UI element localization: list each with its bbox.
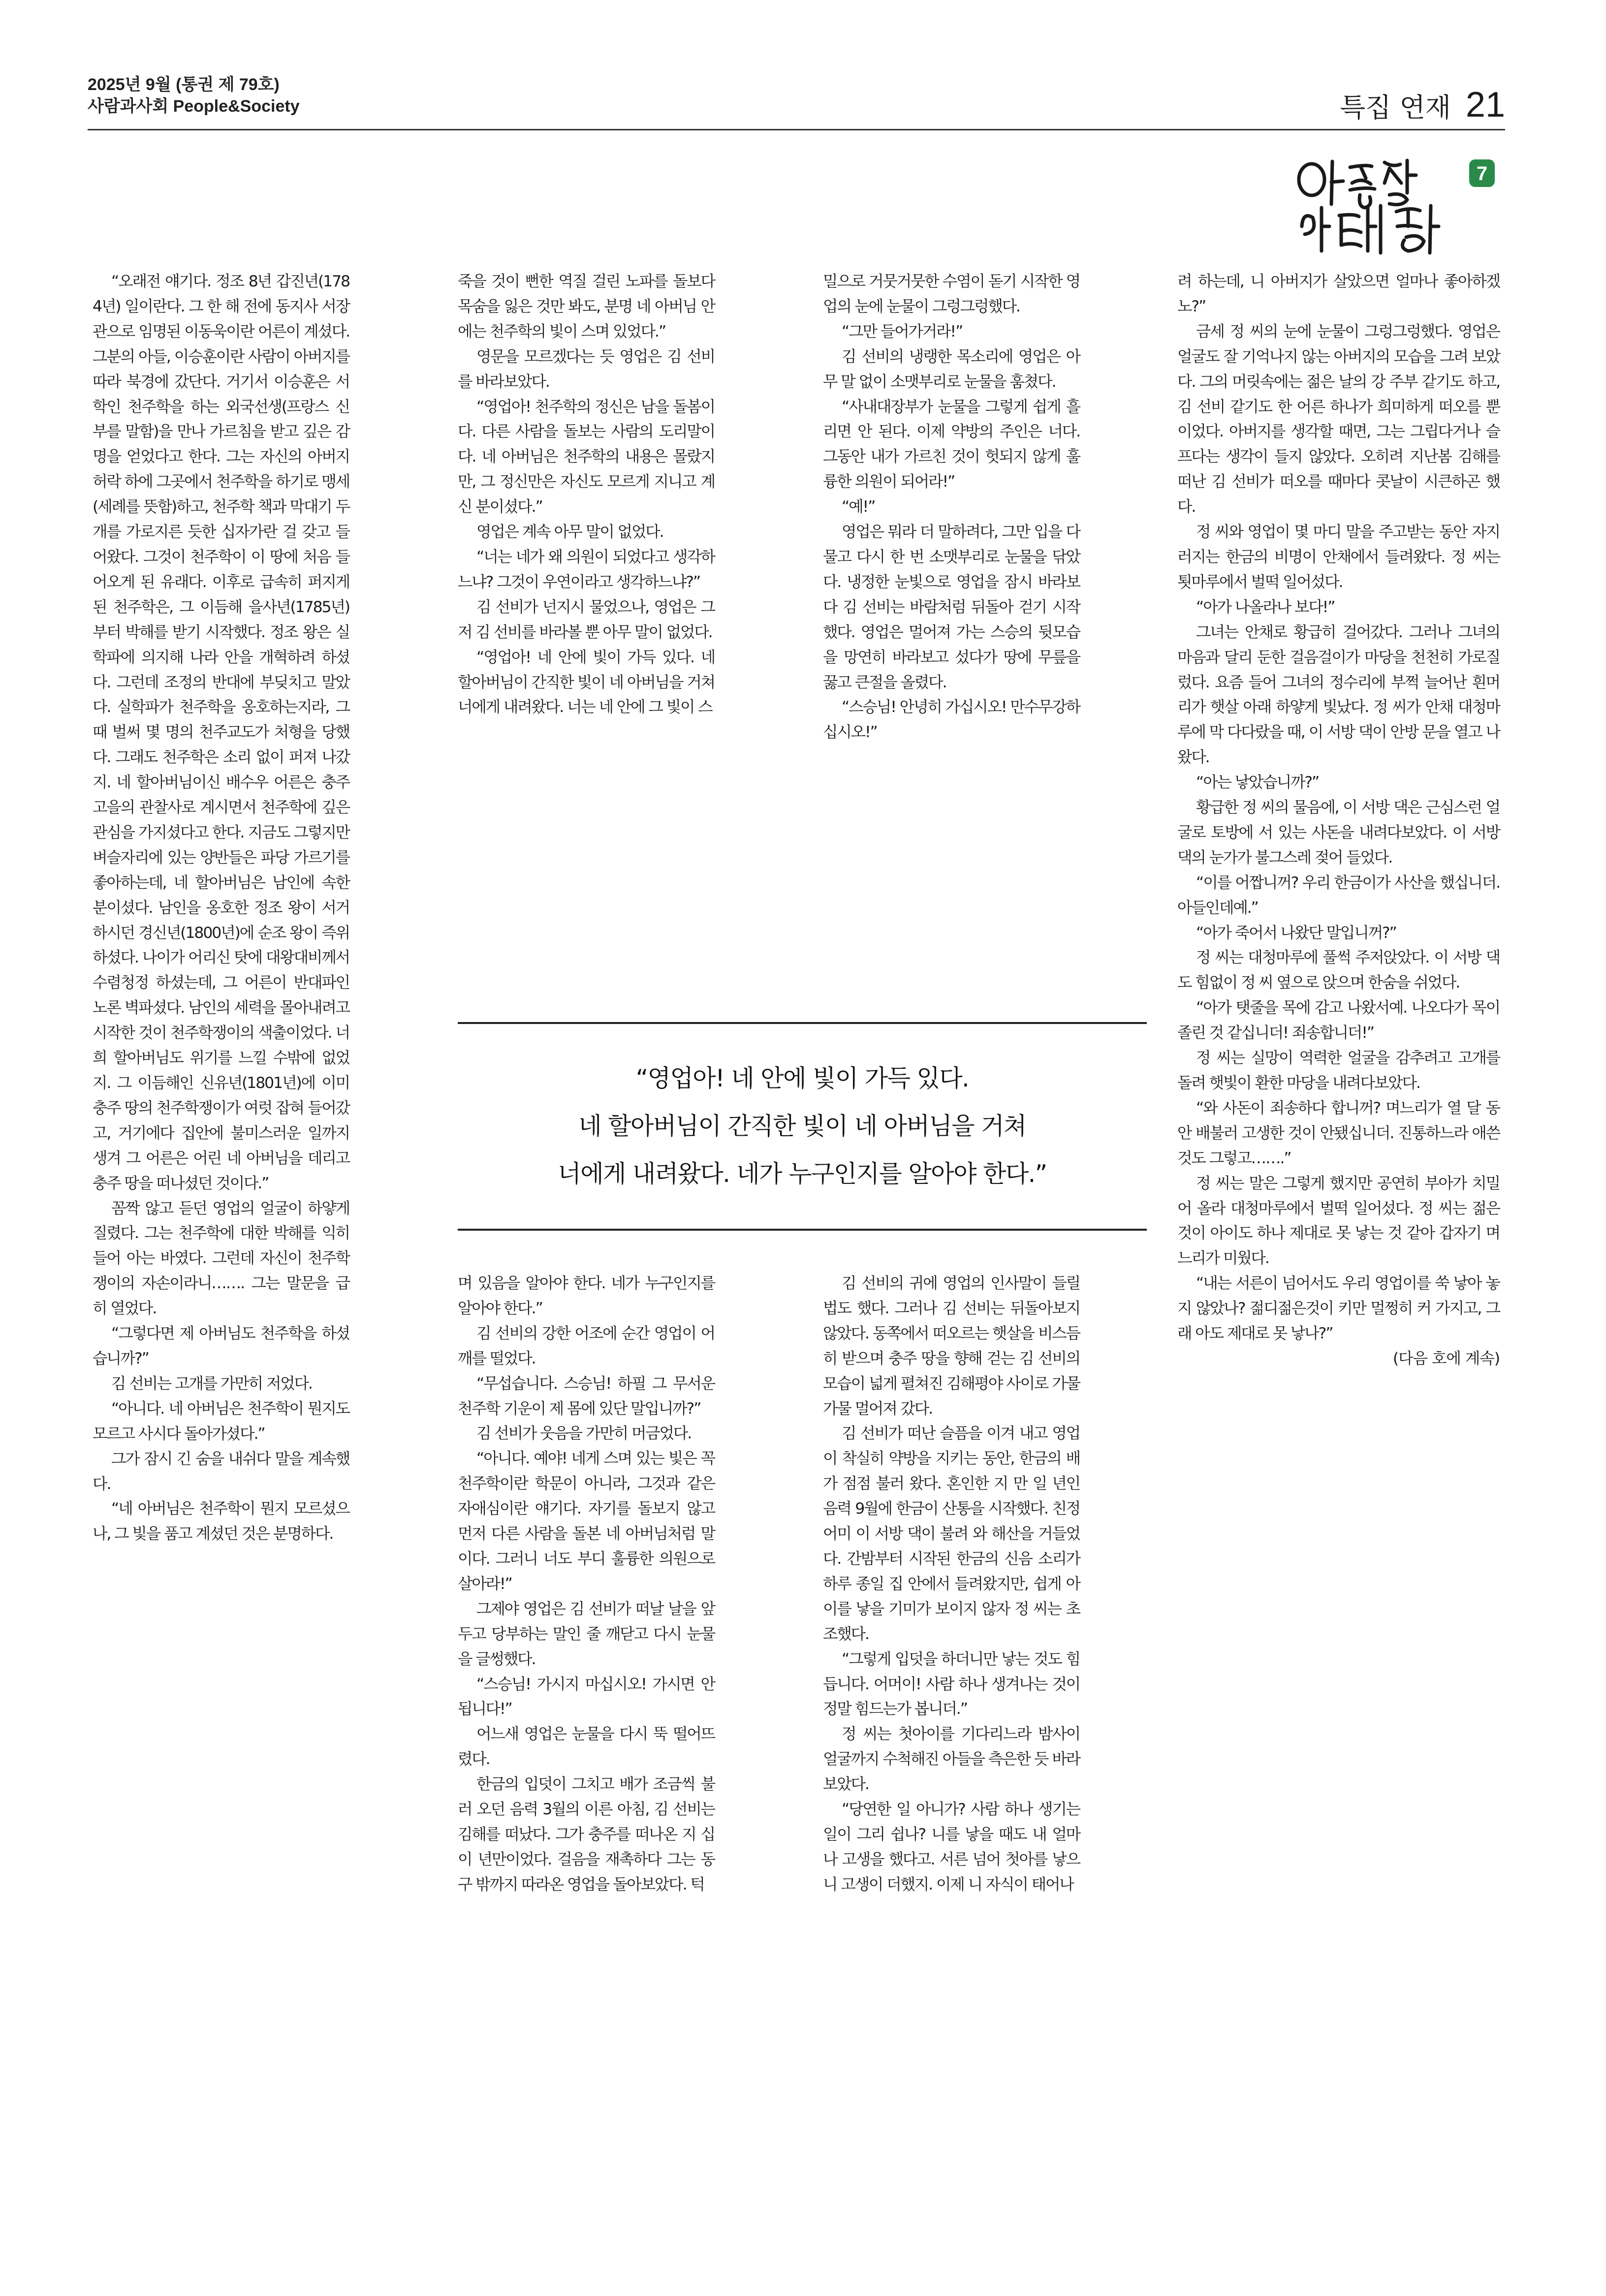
- paragraph: 김 선비의 강한 어조에 순간 영업이 어깨를 떨었다.: [458, 1324, 715, 1367]
- paragraph: “아가 나올라나 보다!”: [1196, 598, 1335, 616]
- paragraph: 그녀는 안채로 황급히 걸어갔다. 그러나 그녀의 마음과 달리 둔한 걸음걸이가 마당을 천천히 가로질렀다. 요즘 들어 그녀의 정수리에 부쩍 늘어난 흰머리가 햇살 아래 하얗게 빛났다. 정 씨가 안채 대청마루에 막 다다랐을 때, 이 서방 댁이 안방 문을 열고 나왔다.: [1177, 623, 1500, 767]
- column-3-bottom: [823, 1271, 1080, 2193]
- page-number: 21: [1465, 85, 1505, 124]
- paragraph: 정 씨는 첫아이를 기다리느라 밤사이 얼굴까지 수척해진 아들을 측은한 듯 바라보았다.: [823, 1725, 1080, 1794]
- paragraph: 밀으로 거뭇거뭇한 수염이 돋기 시작한 영업의 눈에 눈물이 그렁그렁했다.: [823, 273, 1080, 315]
- paragraph: “아니다. 네 아버님은 천주학이 뭔지도 모르고 사시다 돌아가셨다.”: [93, 1399, 349, 1443]
- paragraph: 김 선비는 고개를 가만히 저었다.: [111, 1374, 312, 1393]
- column-2-bottom: [458, 1271, 715, 2193]
- header-divider: [88, 129, 1505, 130]
- paragraph: 정 씨는 실망이 역력한 얼굴을 감추려고 고개를 돌려 햇빛이 환한 마당을 내려다보았다.: [1177, 1049, 1500, 1092]
- paragraph: 김 선비가 떠난 슬픔을 이겨 내고 영업이 착실히 약방을 지키는 동안, 한금의 배가 점점 불러 왔다. 혼인한 지 만 일 년인 음력 9월에 한금이 산통을 시작했다. 친정 어미 이 서방 댁이 불려 와 해산을 거들었다. 간밤부터 시작된 한금의 신음 소리가 하루 종일 집 안에서 들려왔지만, 쉽게 아이를 낳을 기미가 보이지 않자 정 씨는 초조했다.: [823, 1425, 1080, 1643]
- column-3-top: [823, 269, 1080, 993]
- series-logo: [1292, 153, 1509, 266]
- paragraph: “스승님! 안녕히 가십시오! 만수무강하십시오!”: [823, 698, 1080, 742]
- paragraph: 정 씨는 말은 그렇게 했지만 공연히 부아가 치밀어 올라 대청마루에서 벌떡 일어섰다. 정 씨는 젊은것이 아이도 하나 제대로 못 낳는 것 같아 갑자기 며느리가 미웠다.: [1177, 1174, 1500, 1268]
- section-header: [1340, 85, 1505, 124]
- paragraph: “오래전 얘기다. 정조 8년 갑진년(1784년) 일이란다. 그 한 해 전에 동지사 서장관으로 임명된 이동욱이란 어른이 계셨다. 그분의 아들, 이승훈이란 사람이 아버지를 따라 북경에 갔단다. 거기서 이승훈은 서학인 천주학을 하는 외국선생(프랑스 신부를 말함)을 만나 가르침을 받고 깊은 감명을 얻었다고 한다. 그는 자신의 아버지 허락 하에 그곳에서 천주학을 하기로 맹세(세례를 뜻함)하고, 천주학 책과 막대기 두 개를 가로지른 듯한 십자가란 걸 갖고 들어왔다. 그것이 천주학이 이 땅에 처음 들어오게 된 유래다. 이후로 급속히 퍼지게 된 천주학은, 그 이듬해 을사년(1785년)부터 박해를 받기 시작했다. 정조 왕은 실학파에 의지해 나라 안을 개혁하려 하셨다. 그런데 조정의 반대에 부딪치고 말았다. 실학파가 천주학을 옹호하는지라, 그때 벌써 몇 명의 천주교도가 처형을 당했다. 그래도 천주학은 소리 없이 퍼져 나갔지. 네 할아버님이신 배수우 어른은 충주 고을의 관찰사로 계시면서 천주학에 깊은 관심을 가지셨다고 한다. 지금도 그렇지만 벼슬자리에 있는 양반들은 파당 가르기를 좋아하는데, 네 할아버님은 남인에 속한 분이셨다. 남인을 옹호한 정조 왕이 서거하시던 경신년(1800년)에 순조 왕이 즉위하셨다. 나이가 어리신 탓에 대왕대비께서 수렴청정 하셨는데, 그 어른이 반대파인 노론 벽파셨다. 남인의 세력을 몰아내려고 시작한 것이 천주학쟁이의 색출이었다. 너희 할아버님도 위기를 느낄 수밖에 없었지. 그 이듬해인 신유년(1801년)에 이미 충주 땅의 천주학쟁이가 여럿 잡혀 들어갔고, 거기에다 집안에 불미스러운 일까지 생겨 그 어른은 어린 네 아버님을 데리고 충주 땅을 떠나셨던 것이다.”: [93, 273, 349, 1192]
- paragraph: “당연한 일 아니가? 사람 하나 생기는 일이 그리 쉽나? 니를 낳을 때도 내 얼마나 고생을 했다고. 서른 넘어 첫아를 낳으니 고생이 더했지. 이제 니 자식이 태어나: [823, 1800, 1080, 1893]
- paragraph: 죽을 것이 뻔한 역질 걸린 노파를 돌보다 목숨을 잃은 것만 봐도, 분명 네 아버님 안에는 천주학의 빛이 스며 있었다.”: [458, 273, 715, 341]
- episode-badge: 7: [1476, 163, 1488, 185]
- paragraph: “이를 어짭니꺼? 우리 한금이가 사산을 했십니더. 아들인데예.”: [1177, 873, 1500, 917]
- paragraph: 꼼짝 않고 듣던 영업의 얼굴이 하얗게 질렸다. 그는 천주학에 대한 박해를 익히 들어 아는 바였다. 그런데 자신이 천주학쟁이의 자손이라니……. 그는 말문을 급히 열었다.: [93, 1199, 349, 1318]
- paragraph: 영문을 모르겠다는 듯 영업은 김 선비를 바라보았다.: [458, 347, 715, 391]
- publication-name: 사람과사회 People&Society: [88, 97, 300, 116]
- paragraph: “사내대장부가 눈물을 그렇게 쉽게 흘리면 안 된다. 이제 약방의 주인은 너다. 그동안 내가 가르친 것이 헛되지 않게 훌륭한 의원이 되어라!”: [823, 398, 1080, 491]
- column-2-top: [458, 269, 715, 993]
- paragraph: 황급한 정 씨의 물음에, 이 서방 댁은 근심스런 얼굴로 토방에 서 있는 사돈을 내려다보았다. 이 서방 댁의 눈가가 불그스레 젖어 들었다.: [1177, 799, 1500, 867]
- masthead: [88, 74, 531, 117]
- paragraph: “아니다. 예야! 네게 스며 있는 빛은 꼭 천주학이란 학문이 아니라, 그것과 같은 자애심이란 얘기다. 자기를 돌보지 않고 먼저 다른 사람을 돌본 네 아버님처럼 말이다. 그러니 너도 부디 훌륭한 의원으로 살아라!”: [458, 1450, 715, 1593]
- paragraph: 며 있음을 알아야 한다. 네가 누구인지를 알아야 한다.”: [458, 1274, 715, 1317]
- paragraph: “내는 서른이 넘어서도 우리 영업이를 쑥 낳아 놓지 않았나? 젊디젊은것이 키만 멀쩡히 커 가지고, 그래 아도 제대로 못 낳나?”: [1177, 1274, 1500, 1343]
- to-be-continued: (다음 호에 계속): [1392, 1349, 1500, 1367]
- paragraph: “와 사돈이 죄송하다 합니꺼? 며느리가 열 달 동안 배불러 고생한 것이 안됐십니더. 진통하느라 애쓴 것도 그렇고…….”: [1177, 1099, 1500, 1167]
- paragraph: 한금의 입덧이 그치고 배가 조금씩 불러 오던 음력 3월의 이른 아침, 김 선비는 김해를 떠났다. 그가 충주를 떠나온 지 십이 년만이었다. 걸음을 재촉하다 그는 동구 밖까지 따라온 영업을 돌아보았다. 턱: [458, 1775, 715, 1893]
- paragraph: 어느새 영업은 눈물을 다시 뚝 떨어뜨렸다.: [458, 1725, 715, 1769]
- paragraph: “네 아버님은 천주학이 뭔지 모르셨으나, 그 빛을 품고 계셨던 것은 분명하다.: [93, 1500, 349, 1543]
- paragraph: “아는 낳았습니까?”: [1196, 774, 1319, 792]
- column-4: [1177, 269, 1500, 2193]
- paragraph: 금세 정 씨의 눈에 눈물이 그렁그렁했다. 영업은 얼굴도 잘 기억나지 않는 아버지의 모습을 그려 보았다. 그의 머릿속에는 젊은 날의 강 주부 같기도 하고, 김 선비 같기도 한 어른 하나가 희미하게 떠오를 뿐이었다. 아버지를 생각할 때면, 그는 그립다거나 슬프다는 생각이 들지 않았다. 오히려 지난봄 김해를 떠난 김 선비가 떠오를 때마다 콧날이 시큰하곤 했다.: [1177, 322, 1500, 516]
- paragraph: “아가 죽어서 나왔단 말입니꺼?”: [1196, 924, 1396, 942]
- paragraph: “영업아! 천주학의 정신은 남을 돌봄이다. 다른 사람을 돌보는 사람의 도리말이다. 네 아버님은 천주학의 내용은 몰랐지만, 그 정신만은 자신도 모르게 지니고 계신 분이셨다.”: [458, 398, 715, 516]
- paragraph: “그렇다면 제 아버님도 천주학을 하셨습니까?”: [93, 1325, 349, 1367]
- paragraph: 김 선비의 냉랭한 목소리에 영업은 아무 말 없이 소맷부리로 눈물을 훔쳤다.: [823, 347, 1080, 391]
- paragraph: “무섭습니다. 스승님! 하필 그 무서운 천주학 기운이 제 몸에 있단 말입니까?”: [458, 1374, 715, 1418]
- column-1: [93, 269, 349, 2193]
- paragraph: 영업은 계속 아무 말이 없었다.: [476, 523, 663, 541]
- paragraph: 정 씨와 영업이 몇 마디 말을 주고받는 동안 자지러지는 한금의 비명이 안채에서 들려왔다. 정 씨는 툇마루에서 벌떡 일어섰다.: [1177, 523, 1500, 591]
- paragraph: “영업아! 네 안에 빛이 가득 있다. 네 할아버님이 간직한 빛이 네 아버님을 거쳐 너에게 내려왔다. 너는 네 안에 그 빛이 스: [458, 648, 715, 716]
- paragraph: 영업은 뭐라 더 말하려다, 그만 입을 다물고 다시 한 번 소맷부리로 눈물을 닦았다. 냉정한 눈빛으로 영업을 잠시 바라보다 김 선비는 바람처럼 뒤돌아 걷기 시작했다. 영업은 멀어져 가는 스승의 뒷모습을 망연히 바라보고 섰다가 땅에 무릎을 꿇고 큰절을 올렸다.: [823, 523, 1080, 691]
- pull-quote-text: “영업아! 네 안에 빛이 가득 있다. 네 할아버님이 간직한 빛이 네 아버님을 거쳐 너에게 내려왔다. 네가 누구인지를 알아야 한다.”: [558, 1064, 1047, 1188]
- paragraph: “너는 네가 왜 의원이 되었다고 생각하느냐? 그것이 우연이라고 생각하느냐?”: [458, 548, 715, 591]
- paragraph: “그만 들어가거라!”: [842, 322, 963, 341]
- paragraph: 김 선비의 귀에 영업의 인사말이 들릴 법도 했다. 그러나 김 선비는 뒤돌아보지 않았다. 동쪽에서 떠오르는 햇살을 비스듬히 받으며 충주 땅을 향해 걷는 김 선비의 모습이 넓게 펼쳐진 김해평야 사이로 가물가물 멀어져 갔다.: [823, 1274, 1080, 1418]
- paragraph: 려 하는데, 니 아버지가 살았으면 얼마나 좋아하겠노?”: [1177, 273, 1500, 315]
- paragraph: “아가 탯줄을 목에 감고 나왔서예. 나오다가 목이 졸린 것 같십니더! 죄송합니더!”: [1177, 999, 1500, 1042]
- paragraph: 그가 잠시 긴 숨을 내쉬다 말을 계속했다.: [93, 1450, 349, 1493]
- paragraph: 김 선비가 웃음을 가만히 머금었다.: [476, 1425, 692, 1443]
- paragraph: “그렇게 입덧을 하더니만 낳는 것도 힘듭니다. 어머이! 사람 하나 생겨나는 것이 정말 힘드는가 봅니더.”: [823, 1650, 1080, 1718]
- pull-quote: [458, 1022, 1147, 1231]
- section-title: 특집 연재: [1340, 92, 1451, 123]
- paragraph: 그제야 영업은 김 선비가 떠날 날을 앞두고 당부하는 말인 줄 깨닫고 다시 눈물을 글썽했다.: [458, 1600, 715, 1668]
- paragraph: “스승님! 가시지 마십시오! 가시면 안 됩니다!”: [458, 1675, 715, 1718]
- paragraph: 김 선비가 넌지시 물었으나, 영업은 그저 김 선비를 바라볼 뿐 아무 말이 없었다.: [458, 598, 715, 641]
- paragraph: 정 씨는 대청마루에 풀썩 주저앉았다. 이 서방 댁도 힘없이 정 씨 옆으로 앉으며 한숨을 쉬었다.: [1177, 949, 1500, 992]
- paragraph: “예!”: [842, 498, 875, 516]
- issue-label: 2025년 9월 (통권 제 79호): [88, 75, 280, 94]
